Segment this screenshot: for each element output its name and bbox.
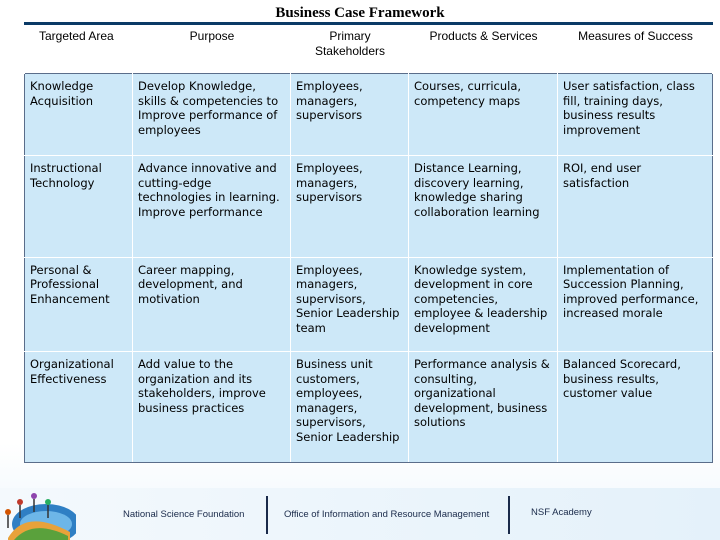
table-cell: Performance analysis & consulting, organizational development, business solutions — [409, 352, 558, 463]
footer-divider — [266, 496, 268, 534]
framework-table — [24, 22, 713, 463]
footer-org-oirm: Office of Information and Resource Management — [284, 509, 490, 520]
table-cell: Balanced Scorecard, business results, customer value — [558, 352, 713, 463]
table-cell: Add value to the organization and its stakeholders, improve business practices — [133, 352, 291, 463]
table-cell: ROI, end user satisfaction — [558, 156, 713, 258]
column-header-primary-stakeholders: Primary Stakeholders — [291, 24, 409, 74]
table-cell: Career mapping, development, and motivation — [133, 257, 291, 351]
table-cell: Employees, managers, supervisors, Senior Leadership team — [291, 257, 409, 351]
column-header-measures-of-success: Measures of Success — [558, 24, 713, 74]
table-cell: Personal & Professional Enhancement — [25, 257, 133, 351]
table-row — [25, 352, 713, 463]
footer-divider — [508, 496, 510, 534]
footer-org-nsf: National Science Foundation — [123, 509, 245, 520]
table-cell: Implementation of Succession Planning, improved performance, increased morale — [558, 257, 713, 351]
table-cell: Courses, curricula, competency maps — [409, 74, 558, 156]
table-row — [25, 156, 713, 258]
column-header-products-services: Products & Services — [409, 24, 558, 74]
table-cell: Distance Learning, discovery learning, knowledge sharing collaboration learning — [409, 156, 558, 258]
table-cell: Organizational Effectiveness — [25, 352, 133, 463]
column-header-targeted-area: Targeted Area — [25, 24, 133, 74]
table-cell: Employees, managers, supervisors — [291, 74, 409, 156]
page-title: Business Case Framework — [275, 5, 445, 21]
table-row — [25, 74, 713, 156]
table-header-row — [25, 24, 713, 74]
nsf-academy-logo — [0, 488, 76, 540]
table-cell: User satisfaction, class fill, training days, business results improvement — [558, 74, 713, 156]
table-cell: Knowledge Acquisition — [25, 74, 133, 156]
table-cell: Knowledge system, development in core competencies, employee & leadership development — [409, 257, 558, 351]
column-header-purpose: Purpose — [133, 24, 291, 74]
table-cell: Instructional Technology — [25, 156, 133, 258]
table-row — [25, 257, 713, 351]
table-cell: Advance innovative and cutting-edge technologies in learning. Improve performance — [133, 156, 291, 258]
footer-org-academy: NSF Academy — [531, 507, 592, 518]
table-cell: Develop Knowledge, skills & competencies to Improve performance of employees — [133, 74, 291, 156]
table-cell: Business unit customers, employees, managers, supervisors, Senior Leadership — [291, 352, 409, 463]
table-cell: Employees, managers, supervisors — [291, 156, 409, 258]
